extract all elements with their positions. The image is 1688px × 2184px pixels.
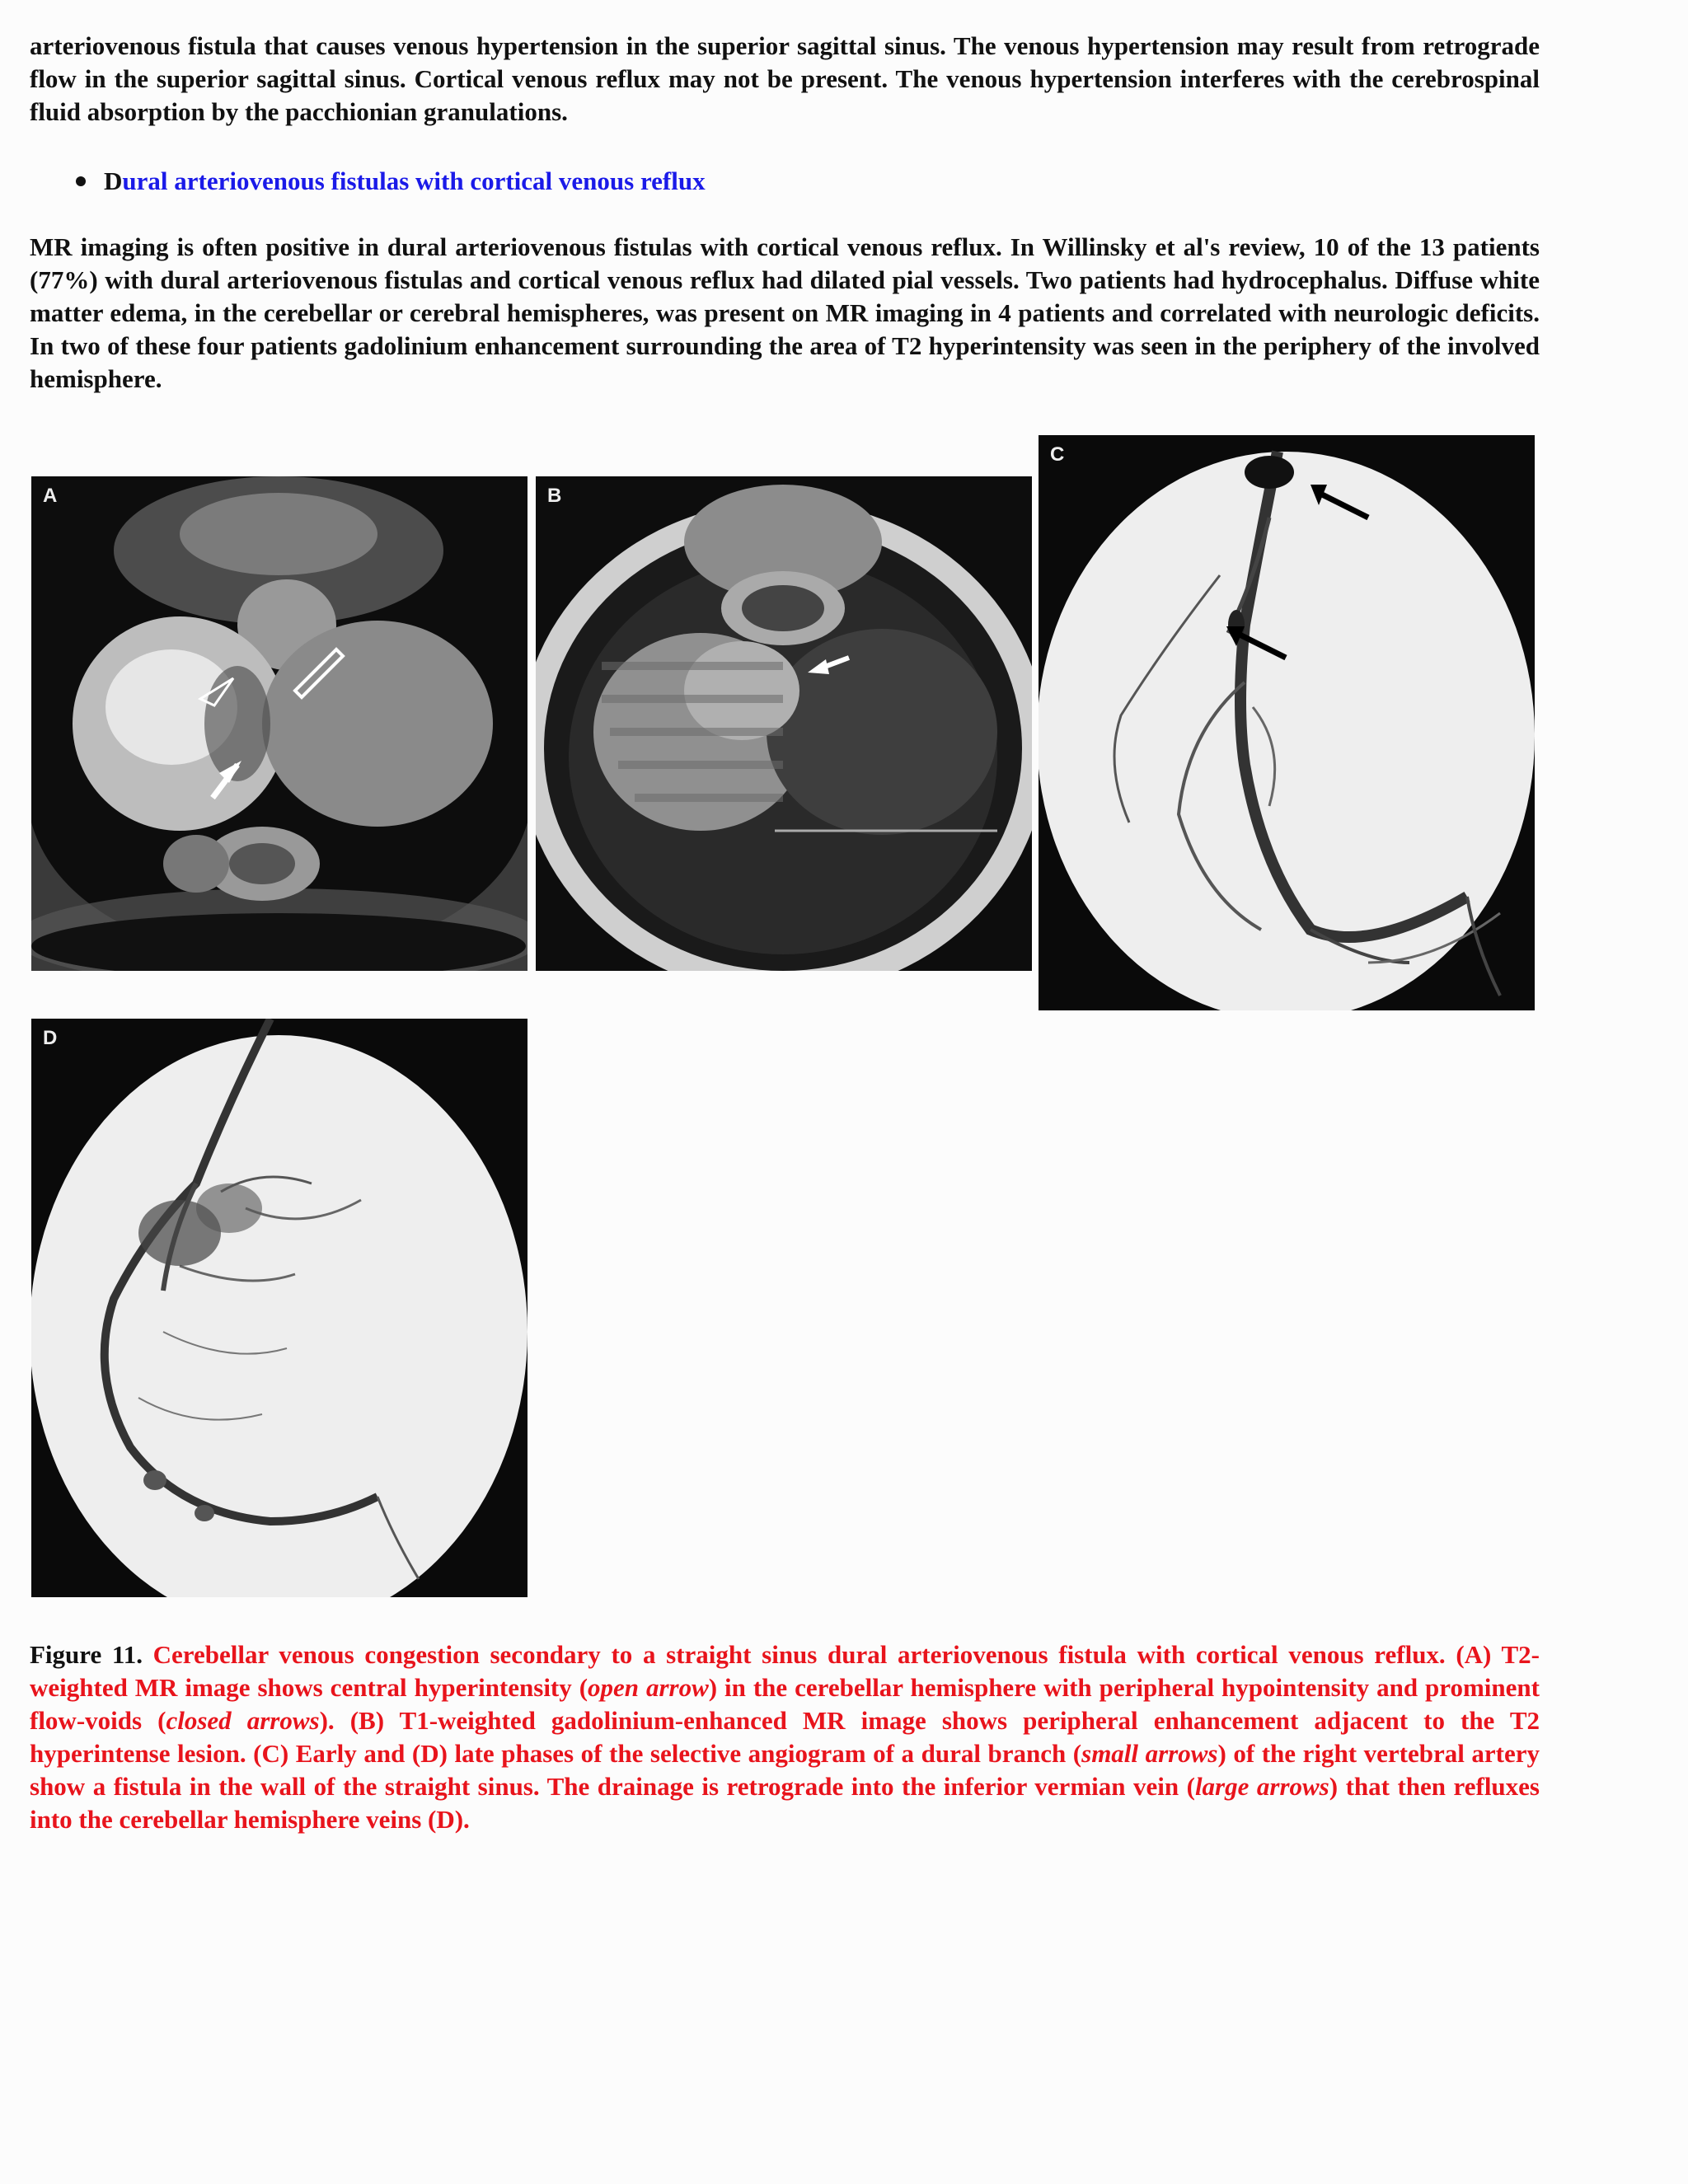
panel-label-d: D (43, 1027, 58, 1049)
caption-text-4: ) of the right vertebral artery show a fistula in the wall of the straight sinus. The drainage is retrograde into the inferior vermian vein ( (30, 1739, 1540, 1801)
bullet-first-letter: D (104, 166, 123, 195)
figure-caption (30, 1638, 1540, 1836)
body-paragraph-top: arteriovenous fistula that causes venous hypertension in the superior sagittal sinus. The venous hypertension may result from retrograde flow in the superior sagittal sinus. Cortical venous reflux may not be present. The venous hypertension interferes with the cerebrospinal fluid absorption by the pacchionian granulations. (30, 31, 1540, 126)
caption-italic-2: closed arrows (166, 1706, 320, 1735)
body-paragraph-mid: MR imaging is often positive in dural arteriovenous fistulas with cortical venous reflux. In Willinsky et al's review, 10 of the 13 patients (77%) with dural arteriovenous fistulas and cortical venous reflux had dilated pial vessels. Two patients had hydrocephalus. Diffuse white matter edema, in the cerebellar or cerebral hemispheres, was present on MR imaging in 4 patients and correlated with neurologic deficits. In two of these four patients gadolinium enhancement surrounding the area of T2 hyperintensity was seen in the periphery of the involved hemisphere. (30, 232, 1540, 393)
caption-italic-1: open arrow (588, 1673, 709, 1702)
panel-label-c: C (1050, 443, 1065, 466)
figure-panel-a-t2-mr (31, 476, 528, 971)
t1-mr-image (536, 476, 1032, 971)
figure-panel-c-angiogram-early (1039, 435, 1535, 1010)
caption-text-3: ). (B) T1-weighted gadolinium-enhanced MR image shows peripheral enhancement adjacent to the T2 hyperintense lesion. (C) Early and (D) late phases of the selective angiogram of a dural branch ( (30, 1706, 1540, 1768)
caption-text-5: ) that then refluxes into the cerebellar hemisphere veins (D). (30, 1772, 1540, 1834)
bullet-icon (76, 176, 86, 186)
angiogram-late-image (31, 1019, 528, 1597)
panel-label-a: A (43, 485, 58, 507)
angiogram-early-image (1039, 435, 1535, 1010)
figure-panel-b-t1-mr (536, 476, 1032, 971)
panel-label-b: B (547, 485, 562, 507)
caption-italic-4: large arrows (1194, 1772, 1329, 1801)
caption-italic-3: small arrows (1081, 1739, 1218, 1768)
caption-text-1: Cerebellar venous congestion secondary to a straight sinus dural arteriovenous fistula with cortical venous reflux. (A) T2-weighted MR image shows central hyperintensity ( (30, 1640, 1540, 1702)
caption-text-2: ) in the cerebellar hemisphere with peripheral hypointensity and prominent flow-voids ( (30, 1673, 1540, 1735)
figure-caption-label: Figure 11. (30, 1640, 143, 1669)
section-bullet-item (76, 165, 706, 198)
t2-mr-image (31, 476, 528, 971)
figure-panel-d-angiogram-late (31, 1019, 528, 1597)
bullet-heading-text: ural arteriovenous fistulas with cortical venous reflux (122, 166, 706, 195)
